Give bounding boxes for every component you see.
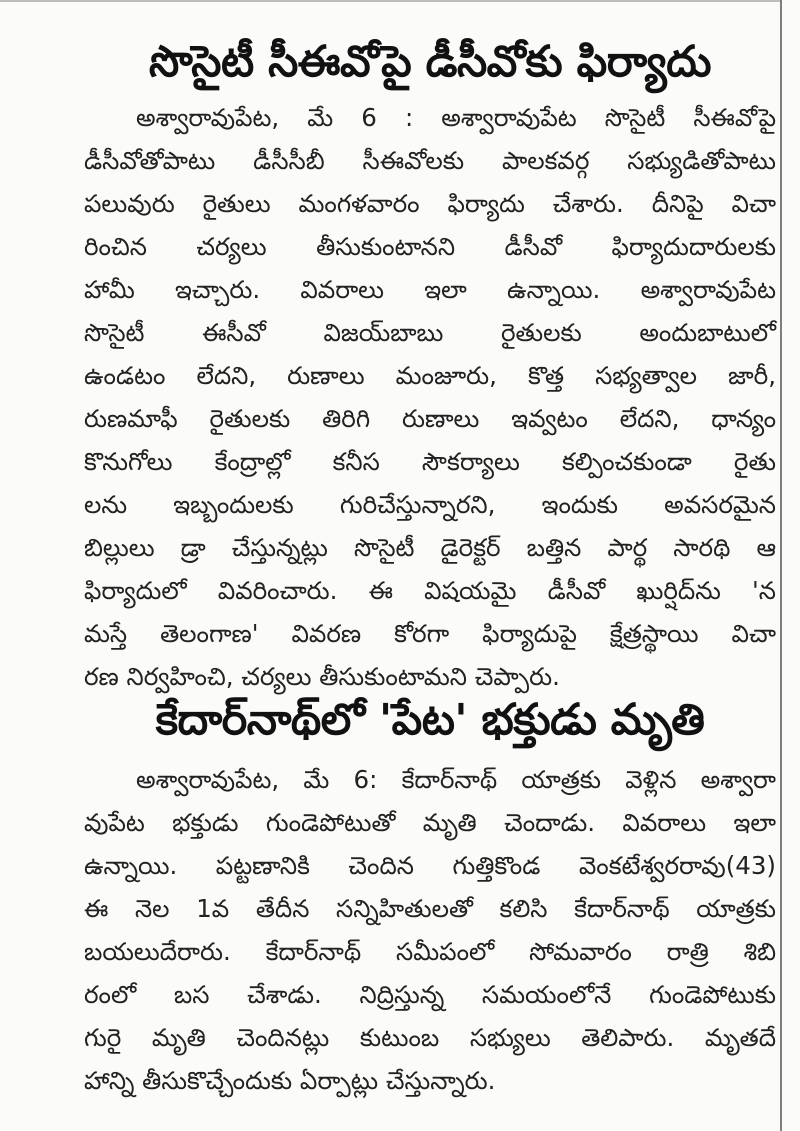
article-line: వుపేట భక్తుడు గుండెపోటుతో మృతి చెందాడు. వివరాలు ఇలా bbox=[84, 808, 776, 837]
article-headline: కేదార్‌నాథ్‌లో 'పేట' భక్తుడు మృతి bbox=[155, 695, 705, 745]
article-line: అశ్వారావుపేట, మే 6 : అశ్వారావుపేట సొసైటీ సీఈవోపై bbox=[136, 103, 776, 132]
article-line: హాన్ని తీసుకొచ్చేందుకు ఏర్పాట్లు చేస్తున్నారు. bbox=[84, 1066, 496, 1095]
article-headline: సొసైటీ సీఈవోపై డీసీవోకు ఫిర్యాదు bbox=[149, 37, 711, 87]
article-line: ఉన్నాయి. పట్టణానికి చెందిన గుత్తికొండ వెంకటేశ్వరరావు(43) bbox=[84, 851, 776, 880]
article-line: ఈ నెల 1వ తేదీన సన్నిహితులతో కలిసి కేదార్‌నాథ్ యాత్రకు bbox=[84, 894, 776, 923]
article-line: రుణమాఫీ రైతులకు తిరిగి రుణాలు ఇవ్వటం లేదని, ధాన్యం bbox=[84, 404, 776, 433]
article-line: రణ నిర్వహించి, చర్యలు తీసుకుంటామని చెప్పారు. bbox=[84, 662, 560, 691]
column-rule bbox=[780, 0, 782, 1131]
article-society-ceo-complaint bbox=[84, 32, 776, 698]
article-kedarnath-devotee-death bbox=[84, 690, 776, 1102]
article-line: రంలో బస చేశాడు. నిద్రిస్తున్న సమయంలోనే గుండెపోటుకు bbox=[84, 980, 776, 1009]
article-line: కొనుగోలు కేంద్రాల్లో కనీస సౌకర్యాలు కల్పించకుండా రైతు bbox=[84, 447, 776, 476]
article-line: అశ్వారావుపేట, మే 6: కేదార్‌నాథ్ యాత్రకు వెళ్లిన అశ్వారా bbox=[136, 765, 776, 794]
article-line: లను ఇబ్బందులకు గురిచేస్తున్నారని, ఇందుకు అవసరమైన bbox=[84, 490, 776, 519]
article-line: ఉండటం లేదని, రుణాలు మంజూరు, కొత్త సభ్యత్వాల జారీ, bbox=[84, 361, 776, 390]
article-line: పలువురు రైతులు మంగళవారం ఫిర్యాదు చేశారు. దీనిపై విచా bbox=[84, 189, 776, 218]
article-line: రించిన చర్యలు తీసుకుంటానని డీసీవో ఫిర్యాదుదారులకు bbox=[84, 232, 776, 261]
article-line: డీసీవోతోపాటు డీసీసీబీ సీఈవోలకు పాలకవర్గ సభ్యుడితోపాటు bbox=[84, 146, 776, 175]
article-line: బయలుదేరారు. కేదార్‌నాథ్ సమీపంలో సోమవారం రాత్రి శిబి bbox=[84, 937, 776, 966]
article-line: మస్తే తెలంగాణ' వివరణ కోరగా ఫిర్యాదుపై క్షేత్రస్థాయి విచా bbox=[84, 619, 776, 648]
article-line: బిల్లులు డ్రా చేస్తున్నట్లు సొసైటీ డైరెక్టర్ బత్తిన పార్థ సారథి ఆ bbox=[84, 533, 776, 562]
article-line: ఫిర్యాదులో వివరించారు. ఈ విషయమై డీసీవో ఖుర్షిద్‌ను 'న bbox=[84, 576, 776, 605]
article-line: గురై మృతి చెందినట్లు కుటుంబ సభ్యులు తెలిపారు. మృతదే bbox=[84, 1023, 776, 1052]
top-divider bbox=[0, 0, 780, 8]
article-line: సొసైటీ ఈసీవో విజయ్‌బాబు రైతులకు అందుబాటులో bbox=[84, 318, 776, 347]
article-line: హామీ ఇచ్చారు. వివరాలు ఇలా ఉన్నాయి. అశ్వారావుపేట bbox=[84, 275, 776, 304]
